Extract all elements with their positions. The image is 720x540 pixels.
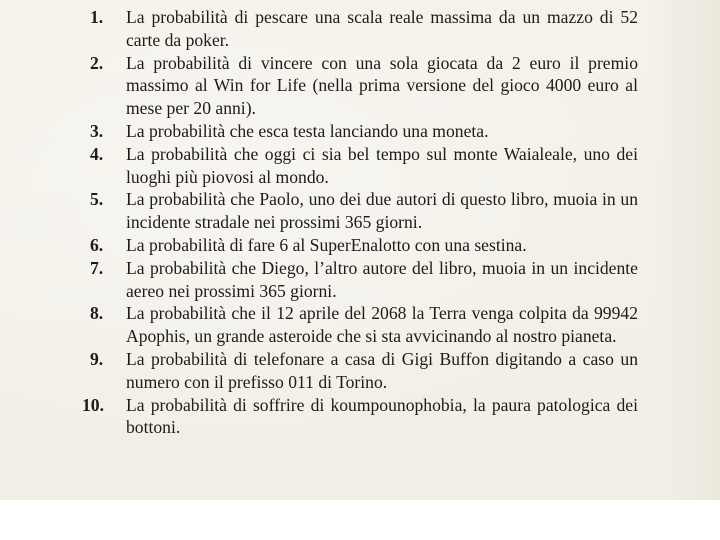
item-text: La probabilità che esca testa lanciando una moneta. [126,120,489,141]
item-number: 6. [90,234,104,255]
list-item [90,302,638,348]
item-number: 10. [82,394,104,415]
item-number: 3. [90,120,104,141]
item-number: 5. [90,189,104,210]
item-text: La probabilità che il 12 aprile del 2068 la Terra venga colpita da 99942 Apophis, un grande asteroide che si sta avvicinando al nostro pianeta. [126,303,638,347]
list-item [90,234,638,257]
item-number: 4. [90,143,104,164]
item-text: La probabilità di fare 6 al SuperEnalotto con una sestina. [126,234,527,255]
item-number: 1. [90,7,104,27]
item-text: La probabilità che Paolo, uno dei due autori di questo libro, muoia in un incidente stradale nei prossimi 365 giorni. [126,189,638,233]
item-text: La probabilità di telefonare a casa di Gigi Buffon digitando a caso un numero con il prefisso 011 di Torino. [126,348,638,392]
list-item [90,143,638,189]
list-item [90,188,638,234]
item-text: La probabilità di vincere con una sola giocata da 2 euro il premio massimo al Win for Life (nella prima versione del gioco 4000 euro al mese per 20 anni). [126,52,638,119]
list-item [90,120,638,143]
list-item [90,257,638,303]
item-number: 7. [90,257,104,278]
list-item [90,348,638,394]
item-number: 9. [90,348,104,369]
item-number: 8. [90,303,104,324]
item-text: La probabilità che oggi ci sia bel tempo sul monte Waialeale, uno dei luoghi più piovosi al mondo. [126,143,638,187]
page-edge-shadow [650,0,720,500]
list-item [90,52,638,120]
item-number: 2. [90,52,104,73]
probability-list [82,6,638,439]
item-text: La probabilità che Diego, l’altro autore del libro, muoia in un incidente aereo nei prossimi 365 giorni. [126,257,638,301]
item-text: La probabilità di soffrire di koumpounophobia, la paura patologica dei bottoni. [126,394,638,438]
list-item [82,394,638,440]
item-text: La probabilità di pescare una scala reale massima da un mazzo di 52 carte da poker. [126,7,638,50]
list-item [90,6,638,52]
